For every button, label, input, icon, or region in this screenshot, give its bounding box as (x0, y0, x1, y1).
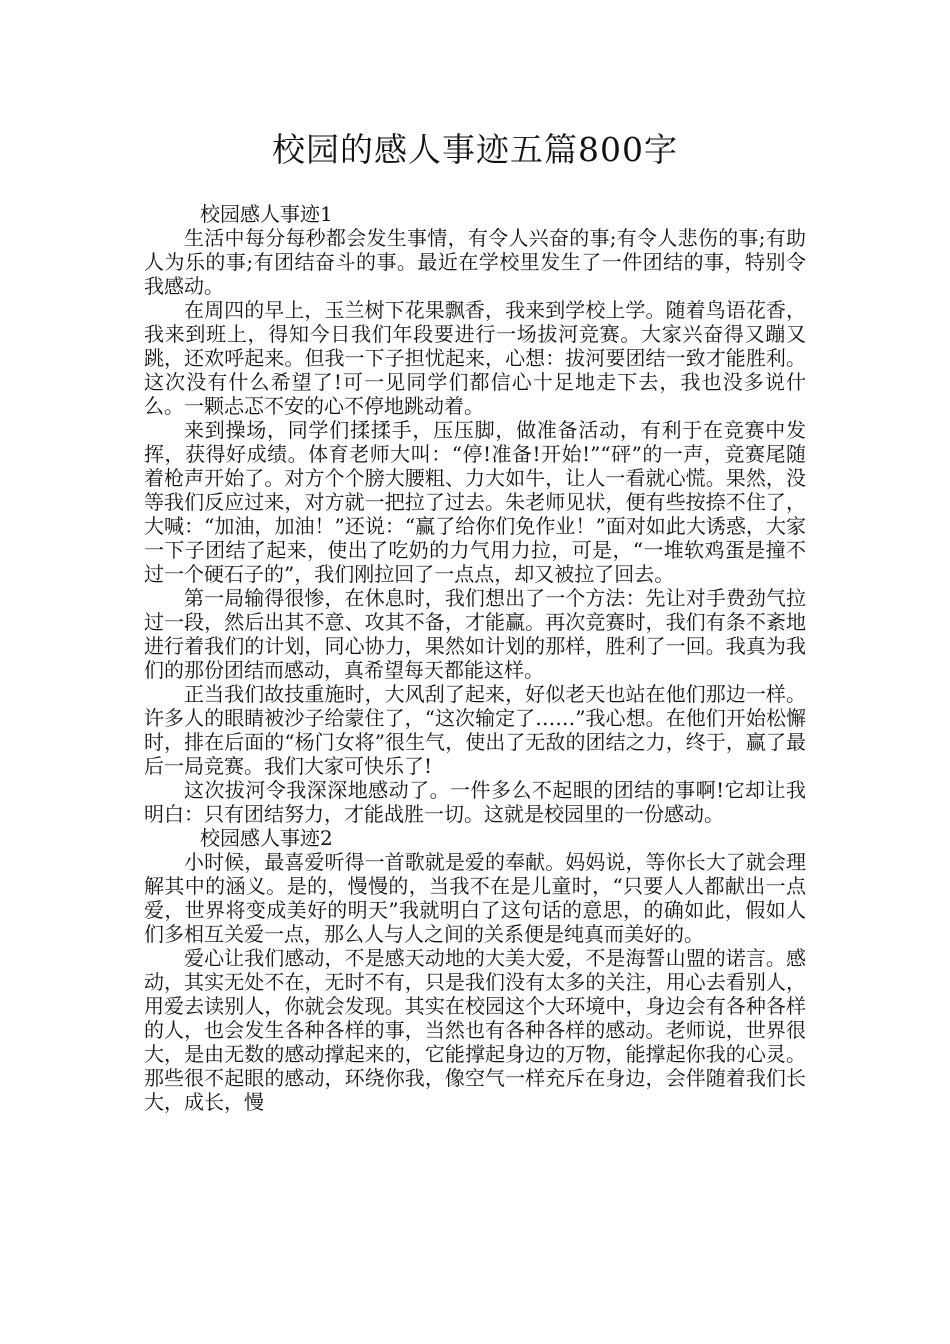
body-paragraph: 这次拔河令我深深地感动了。一件多么不起眼的团结的事啊!它却让我明白：只有团结努力，才能战胜一切。这就是校园里的一份感动。 (144, 778, 806, 826)
section-heading: 校园感人事迹2 (200, 826, 333, 850)
section-heading: 校园感人事迹1 (200, 202, 333, 226)
body-paragraph: 爱心让我们感动，不是感天动地的大美大爱，不是海誓山盟的诺言。感动，其实无处不在，无时不有，只是我们没有太多的关注，用心去看别人，用爱去读别人，你就会发现。其实在校园这个大环境中，身边会有各种各样的人，也会发生各种各样的事，当然也有各种各样的感动。老师说，世界很大，是由无数的感动撑起来的，它能撑起身边的万物，能撑起你我的心灵。那些很不起眼的感动，环绕你我，像空气一样充斥在身边，会伴随着我们长大，成长，慢 (144, 946, 806, 1114)
body-paragraph: 来到操场，同学们揉揉手，压压脚，做准备活动，有利于在竞赛中发挥，获得好成绩。体育老师大叫：“停!准备!开始!”“砰”的一声，竞赛尾随着枪声开始了。对方个个膀大腰粗、力大如牛，让人一看就心慌。果然，没等我们反应过来，对方就一把拉了过去。朱老师见状，便有些按捺不住了，大喊：“加油，加油！”还说：“赢了给你们免作业！”面对如此大诱惑，大家一下子团结了起来，使出了吃奶的力气用力拉，可是，“一堆软鸡蛋是撞不过一个硬石子的”，我们刚拉回了一点点，却又被拉了回去。 (144, 418, 806, 586)
body-paragraph: 小时候，最喜爱听得一首歌就是爱的奉献。妈妈说，等你长大了就会理解其中的涵义。是的，慢慢的，当我不在是儿童时，“只要人人都献出一点爱，世界将变成美好的明天”我就明白了这句话的意思，的确如此，假如人们多相互关爱一点，那么人与人之间的关系便是纯真而美好的。 (144, 850, 806, 946)
body-paragraph: 正当我们故技重施时，大风刮了起来，好似老天也站在他们那边一样。许多人的眼睛被沙子给蒙住了，“这次输定了……”我心想。在他们开始松懈时，排在后面的“杨门女将”很生气，使出了无敌的团结之力，终于，赢了最后一局竞赛。我们大家可快乐了! (144, 682, 806, 778)
body-paragraph: 生活中每分每秒都会发生事情，有令人兴奋的事;有令人悲伤的事;有助人为乐的事;有团结奋斗的事。最近在学校里发生了一件团结的事，特别令我感动。 (144, 226, 806, 298)
document-body (144, 202, 806, 1114)
document-title: 校园的感人事迹五篇800字 (272, 130, 678, 169)
body-paragraph: 第一局输得很惨，在休息时，我们想出了一个方法：先让对手费劲气拉过一段，然后出其不意、攻其不备，才能赢。再次竞赛时，我们有条不紊地进行着我们的计划，同心协力，果然如计划的那样，胜利了一回。我真为我们的那份团结而感动，真希望每天都能这样。 (144, 586, 806, 682)
body-paragraph: 在周四的早上，玉兰树下花果飘香，我来到学校上学。随着鸟语花香，我来到班上，得知今日我们年段要进行一场拔河竞赛。大家兴奋得又蹦又跳，还欢呼起来。但我一下子担忧起来，心想：拔河要团结一致才能胜利。这次没有什么希望了!可一见同学们都信心十足地走下去，我也没多说什么。一颗忐忑不安的心不停地跳动着。 (144, 298, 806, 418)
